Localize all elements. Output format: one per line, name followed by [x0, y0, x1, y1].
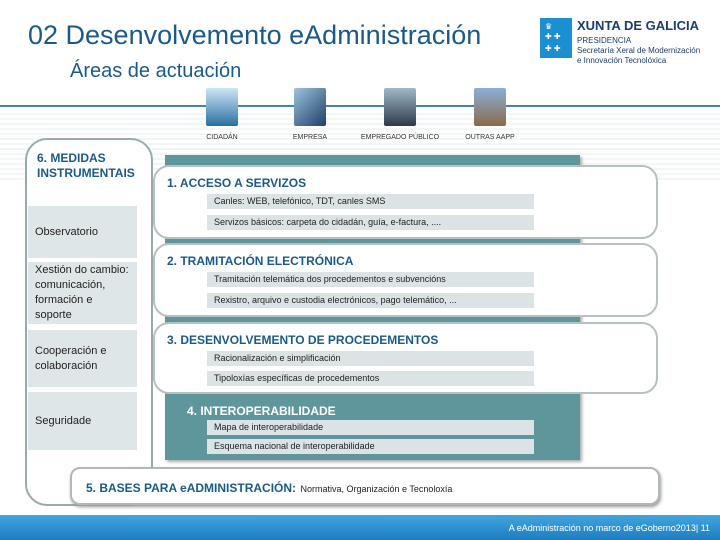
section-item: Servizos básicos: carpeta do cidadán, guía, e-factura, .... [207, 215, 534, 230]
bases-text: Normativa, Organización e Tecnoloxía [300, 484, 453, 494]
keyboard-icon [384, 88, 416, 126]
people-icon [206, 88, 238, 126]
section-item: Racionalización e simplificación [207, 351, 534, 366]
logo-name: XUNTA DE GALICIA [577, 18, 700, 33]
footer-bar [0, 515, 720, 540]
section-title: 3. DESENVOLVEMENTO DE PROCEDEMENTOS [167, 333, 439, 347]
measure-item: Observatorio [28, 206, 137, 258]
xunta-logo [540, 18, 715, 70]
logo-line: e Innovación Tecnolóxica [577, 56, 667, 65]
xunta-emblem-icon: ♛ ✚ ✚ ✚ ✚ [540, 18, 572, 58]
section-item: Tipoloxías específicas de procedementos [207, 371, 534, 386]
audience-label: EMPRESA [292, 134, 328, 141]
audience-cidadan [182, 88, 262, 143]
section-item: Tramitación telemática dos procedementos e subvencións [207, 272, 534, 287]
logo-line: PRESIDENCIA [577, 36, 632, 45]
page-subtitle: Áreas de actuación [70, 60, 242, 82]
section-title: 2. TRAMITACIÓN ELECTRÓNICA [167, 254, 354, 268]
section-item: Mapa de interoperabilidade [207, 420, 534, 435]
measures-title: 6. MEDIDAS INSTRUMENTAIS [37, 151, 135, 180]
measure-item: Cooperación e colaboración [28, 330, 137, 387]
audience-label: CIDADÁN [206, 134, 238, 141]
section-item: Esquema nacional de interoperabilidade [207, 439, 534, 454]
measure-item: Xestión do cambio: comunicación, formación e soporte [28, 262, 137, 324]
government-building-icon [474, 88, 506, 126]
page-title: 02 Desenvolvemento eAdministración [28, 20, 482, 50]
measure-item: Seguridade [28, 392, 137, 450]
section-item: Canles: WEB, telefónico, TDT, canles SMS [207, 194, 534, 209]
section-item: Rexistro, arquivo e custodia electrónicos, pago telemático, ... [207, 293, 534, 308]
logo-line: Secretaría Xeral de Modernización [577, 46, 701, 55]
section-title: 4. INTEROPERABILIDADE [187, 404, 336, 418]
footer-text: A eAdministración no marco de eGoberno2013| 11 [508, 523, 710, 533]
bases-box [70, 467, 660, 505]
section-title: 1. ACCESO A SERVIZOS [167, 176, 307, 190]
audience-empresa [270, 88, 350, 143]
building-icon [294, 88, 326, 126]
audience-label: EMPREGADO PÚBLICO [360, 134, 440, 141]
audience-outras [450, 88, 530, 143]
audience-empregado [360, 88, 440, 143]
bases-title: 5. BASES PARA eADMINISTRACIÓN: [86, 481, 297, 495]
audience-label: OUTRAS AAPP [465, 134, 515, 141]
